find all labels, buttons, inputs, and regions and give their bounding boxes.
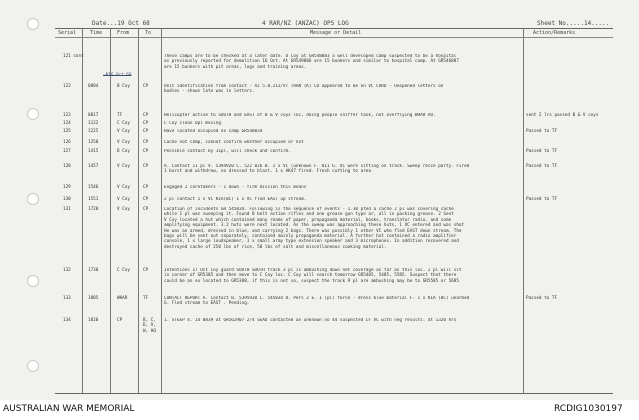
punch-hole: [27, 193, 39, 205]
row-serial: 130: [63, 197, 71, 202]
row-message: CONTACT REPORT A. Contact B. 5395920 C. 545834 D. Pers 2 E. 1 (pl) force - dress blue material F. 1 x KIA (BC) unarmed G. Fled stream to EAST . Pending.: [164, 296, 470, 307]
row-from: V Coy: [117, 185, 130, 190]
row-from: V Coy: [117, 164, 130, 169]
row-action: Passed to TF: [526, 296, 558, 301]
row-to: CP: [143, 164, 149, 169]
row-to: CP: [143, 121, 149, 126]
row-serial: 128: [63, 164, 71, 169]
row-serial: 125: [63, 129, 71, 134]
col-serial: Serial: [58, 30, 77, 36]
row-from: D Coy: [117, 149, 130, 154]
row-to: CP: [143, 197, 149, 202]
row-message: A. Contact 11 pl V. 5394920 C. 522 826 B. 2 x VC (unknown F. 011 G. VC were sitting on track. Sweep recce party. Fired 1 burst and withdrew, no dressed to blast. 1 x AK47 fired. Fresh cutting to area: [164, 164, 470, 175]
row-action: Passed to TF: [526, 197, 558, 202]
row-serial: 132: [63, 268, 71, 273]
row-time: 1415: [88, 149, 99, 154]
row-time: 1805: [88, 296, 99, 301]
row-message: Location of incidents GR 545834. Following is the sequence of events - 1.30 pted a cache 2 pl was covering cache while 1 pl was sweeping it. Found 8 belt action rifles and one grease gun type ar, all in packing grease. 2 Sent V Coy located a hut which contained many reams of paper, propaganda material, books, translator radio, and some amplifying equipment. 3.2 huts were next located. As the sweep was approaching these huts, 1 VC entered and was shot He was an armed, dressed in blue, and carrying 2 bags. There was possibly 1 other VC who fled EAST down stream. The bags will be sent out separately, contained mainly propaganda material. A further hut contained a radio amplifier console, 1 x large loudspeaker, 1 x small army type extension speaker and 3 microphones. In addition recovered and destroyed cache of 250 lbs of rice, 50 lbs of salt and miscellaneous cooking material.: [164, 207, 465, 250]
row-action: sent 2 lrs passed B & V coys: [526, 113, 599, 118]
row-time: 1820: [88, 318, 99, 323]
row-from: C Coy: [117, 268, 130, 273]
archive-ref: RCDIG1030197: [554, 404, 623, 414]
row-message: Cache not camp, cannot confirm whether occupied or not: [164, 140, 304, 145]
row-message: Possible contact by 11pl, will check and confirm.: [164, 149, 291, 154]
row-serial: 123: [63, 113, 71, 118]
punch-hole: [27, 18, 39, 30]
row-time: 1225: [88, 129, 99, 134]
col-message: Message or Detail: [310, 30, 362, 36]
row-serial: 124: [63, 121, 71, 126]
row-time: -NIG Oct 69: [103, 73, 132, 78]
row-serial: 122: [63, 84, 71, 89]
row-message: Intentions 17 Oct Coy guard SOUTH SOUTH track 3 pl is ambushing down net coverage as far as this loc. 2 pl will sit in corner of GR5385 and then move to C Coy loc. C Coy will search tomorrow GR5485, 5485, 5585. Suspect that there could be an ex located to GR5388, if this is not so, suspect the track 9 pl are ambushing may be to GR5585 or 5685: [164, 268, 462, 284]
row-time: 0817: [88, 113, 99, 118]
row-serial: 129: [63, 185, 71, 190]
archive-name: AUSTRALIAN WAR MEMORIAL: [3, 404, 135, 414]
row-to: CP: [143, 113, 149, 118]
row-serial: 133: [63, 296, 71, 301]
row-serial: 121 cont: [63, 54, 84, 59]
row-message: C Coy clean Opl moving: [164, 121, 221, 126]
row-time: 1551: [88, 197, 99, 202]
row-action: Passed to TF: [526, 129, 558, 134]
row-serial: 134: [63, 318, 71, 323]
row-time: 0804: [88, 84, 99, 89]
row-message: 1. STEEP 4. 14 0839 at GR562907 2/4 SEAD contacted an unknown no 44 suspected LF VC with neg results. at 1320 hrs: [164, 318, 457, 323]
row-from: V Coy: [117, 197, 130, 202]
row-message: Engaged 2 caretakers - 1 down - firm mission this means: [164, 185, 307, 190]
log-date: Date...19 Oct 68: [92, 20, 150, 27]
row-time: 1457: [88, 164, 99, 169]
row-to: CP: [143, 84, 149, 89]
row-from: V Coy: [117, 207, 130, 212]
col-to: To: [145, 30, 152, 36]
sheet-number: Sheet No.....14.....: [537, 20, 610, 27]
row-action: Passed to TF: [526, 164, 558, 169]
col-action: Action/Remarks: [533, 30, 576, 36]
row-time: 1250: [88, 140, 99, 145]
col-from: From: [117, 30, 130, 36]
row-from: B Coy: [117, 84, 130, 89]
row-time: 1720: [88, 207, 99, 212]
row-time: 1122: [88, 121, 99, 126]
row-serial: 127: [63, 149, 71, 154]
row-time: 1546: [88, 185, 99, 190]
col-time: Time: [90, 30, 103, 36]
row-from: C Coy: [117, 121, 130, 126]
row-serial: 126: [63, 140, 71, 145]
punch-hole: [27, 275, 39, 287]
log-table: [55, 28, 613, 394]
row-message: Have located occupied ex camp GR548834: [164, 129, 263, 134]
row-message: 2 pl contact 1 x VC KIA(BC) 1 x VC fled EAST up stream.: [164, 197, 307, 202]
row-message: These camps are to be checked at a later date. D Coy at GR548883 a well developed camp suspected to be a hospital as previously reported for demolition 16 Oct. At GR549886 are 15 bunkers and similar to hospital camp. At GR546887 are 15 bunkers with pit areas, logs and training areas.: [164, 54, 459, 70]
row-serial: 131: [63, 207, 71, 212]
row-from: WHAR: [117, 296, 128, 301]
row-to: B, C, D, V, W, HQ: [143, 318, 156, 334]
punch-hole: [27, 360, 39, 372]
row-message: Helicopter active to SOUTH and EAST of B & V coys loc, doing people sniffer task, not overflying WHAR AO.: [164, 113, 436, 118]
row-from: V Coy: [117, 140, 130, 145]
log-unit-title: 4 RAR/NZ (ANZAC) OPS LOG: [262, 20, 349, 27]
row-from: V Coy: [117, 129, 130, 134]
row-to: CP: [143, 207, 149, 212]
row-to: CP: [143, 149, 149, 154]
row-action: Passed to TF: [526, 149, 558, 154]
punch-hole: [27, 108, 39, 120]
row-to: CP: [143, 268, 149, 273]
row-message: Unit identification from contact - AJ 5.8.212/VT TRAN (K) CO appeared to be on VC CARD - Unopened letters on bodies - shows late was in letters.: [164, 84, 444, 95]
row-to: TF: [143, 296, 149, 301]
row-to: CP: [143, 129, 149, 134]
row-to: CP: [143, 185, 149, 190]
row-to: CP: [143, 140, 149, 145]
row-time: 1730: [88, 268, 99, 273]
row-from: CP: [117, 318, 123, 323]
row-from: TF: [117, 113, 123, 118]
